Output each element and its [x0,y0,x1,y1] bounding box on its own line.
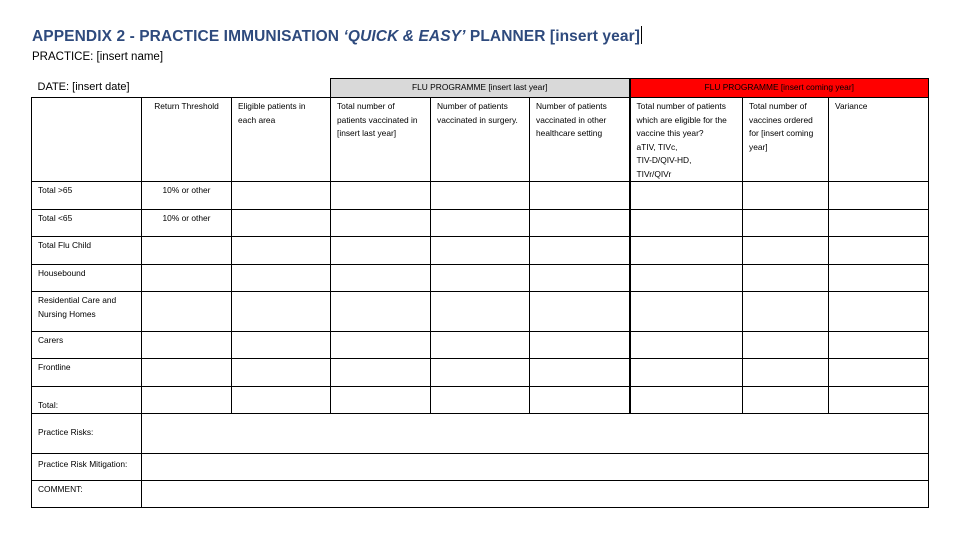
practice-risk-mitigation-field[interactable] [142,454,929,481]
table-cell[interactable] [232,387,331,414]
row-label: Total <65 [32,210,142,237]
table-cell[interactable] [743,332,829,359]
table-cell[interactable] [232,237,331,265]
table-cell[interactable] [630,387,743,414]
table-cell[interactable] [331,182,431,210]
table-cell[interactable] [331,332,431,359]
table-cell[interactable] [743,210,829,237]
practice-risks-label: Practice Risks: [32,414,142,454]
row-label: Total Flu Child [32,237,142,265]
table-row [32,182,929,210]
title-suffix: PLANNER [insert year] [465,28,640,45]
table-cell[interactable] [232,292,331,332]
table-cell[interactable] [530,359,630,387]
text-cursor [641,26,642,44]
table-cell[interactable] [743,265,829,292]
row-threshold [142,265,232,292]
table-cell[interactable] [232,210,331,237]
row-label: Residential Care and Nursing Homes [32,292,142,332]
column-header-total-vaccinated: Total number of patients vaccinated in [insert last year] [331,98,431,182]
row-threshold [142,359,232,387]
row-threshold [142,332,232,359]
table-cell[interactable] [331,292,431,332]
row-threshold [142,387,232,414]
table-cell[interactable] [829,387,929,414]
title-prefix: APPENDIX 2 - PRACTICE IMMUNISATION [32,28,344,45]
table-cell[interactable] [743,292,829,332]
table-row [32,359,929,387]
column-header-vaccinated-other: Number of patients vaccinated in other healthcare setting [530,98,630,182]
table-cell[interactable] [431,265,530,292]
row-threshold [142,292,232,332]
table-cell[interactable] [331,265,431,292]
column-header-eligible-this-year [630,98,743,182]
date-label: DATE: [insert date] [32,79,331,98]
table-cell[interactable] [829,292,929,332]
footer-row [32,454,929,481]
table-cell[interactable] [829,210,929,237]
table-row [32,332,929,359]
column-header-vaccinated-surgery: Number of patients vaccinated in surgery. [431,98,530,182]
table-cell[interactable] [431,387,530,414]
table-cell[interactable] [530,292,630,332]
flu-programme-last-year: FLU PROGRAMME [insert last year] [331,79,630,98]
table-row [32,292,929,332]
group-header-row [32,79,929,98]
table-cell[interactable] [630,292,743,332]
document-title [32,26,642,46]
table-cell[interactable] [829,182,929,210]
table-cell[interactable] [743,182,829,210]
table-cell[interactable] [530,210,630,237]
footer-row [32,481,929,508]
column-header-row [32,98,929,182]
table-cell[interactable] [431,359,530,387]
column-header-variance: Variance [829,98,929,182]
comment-field[interactable] [142,481,929,508]
row-threshold: 10% or other [142,182,232,210]
table-cell[interactable] [630,182,743,210]
row-threshold [142,237,232,265]
table-cell[interactable] [829,332,929,359]
planner-table [31,78,929,508]
table-cell[interactable] [829,359,929,387]
practice-risk-mitigation-label: Practice Risk Mitigation: [32,454,142,481]
table-cell[interactable] [232,265,331,292]
row-label: Frontline [32,359,142,387]
row-label: Carers [32,332,142,359]
table-row [32,210,929,237]
table-cell[interactable] [829,237,929,265]
table-cell[interactable] [331,237,431,265]
table-cell[interactable] [232,332,331,359]
flu-programme-coming-year: FLU PROGRAMME [insert coming year] [630,79,929,98]
table-cell[interactable] [630,332,743,359]
table-cell[interactable] [331,359,431,387]
column-header-vaccines-ordered: Total number of vaccines ordered for [insert coming year] [743,98,829,182]
row-label-total: Total: [32,387,142,414]
table-cell[interactable] [530,182,630,210]
table-cell[interactable] [431,210,530,237]
practice-risks-field[interactable] [142,414,929,454]
table-cell[interactable] [431,237,530,265]
table-cell[interactable] [630,237,743,265]
table-cell[interactable] [743,237,829,265]
table-cell[interactable] [331,210,431,237]
table-cell[interactable] [232,359,331,387]
vaccine-type-line: TIV-D/QIV-HD, [636,155,692,165]
title-italic: ‘QUICK & EASY’ [343,28,466,45]
vaccine-type-line: TIVr/QIVr [636,168,672,179]
table-cell[interactable] [431,332,530,359]
table-cell[interactable] [530,332,630,359]
practice-label: PRACTICE: [insert name] [32,51,164,63]
table-cell[interactable] [431,182,530,210]
table-row [32,387,929,414]
table-cell[interactable] [630,210,743,237]
table-cell[interactable] [232,182,331,210]
table-cell[interactable] [630,359,743,387]
vaccine-type-line: aTIV, TIVc, [636,141,678,152]
table-row [32,265,929,292]
row-label: Total >65 [32,182,142,210]
table-row [32,237,929,265]
table-cell[interactable] [331,387,431,414]
column-header-return-threshold: Return Threshold [142,98,232,182]
table-cell[interactable] [530,237,630,265]
eligible-this-year-text: Total number of patients which are eligible for the vaccine this year? [636,101,727,138]
comment-label: COMMENT: [32,481,142,508]
table-cell[interactable] [530,387,630,414]
column-header-eligible: Eligible patients in each area [232,98,331,182]
row-threshold: 10% or other [142,210,232,237]
table-cell[interactable] [630,265,743,292]
table-cell[interactable] [431,292,530,332]
table-cell[interactable] [530,265,630,292]
table-cell[interactable] [829,265,929,292]
table-cell[interactable] [743,359,829,387]
table-cell[interactable] [743,387,829,414]
footer-row [32,414,929,454]
row-label: Housebound [32,265,142,292]
column-header-blank [32,98,142,182]
